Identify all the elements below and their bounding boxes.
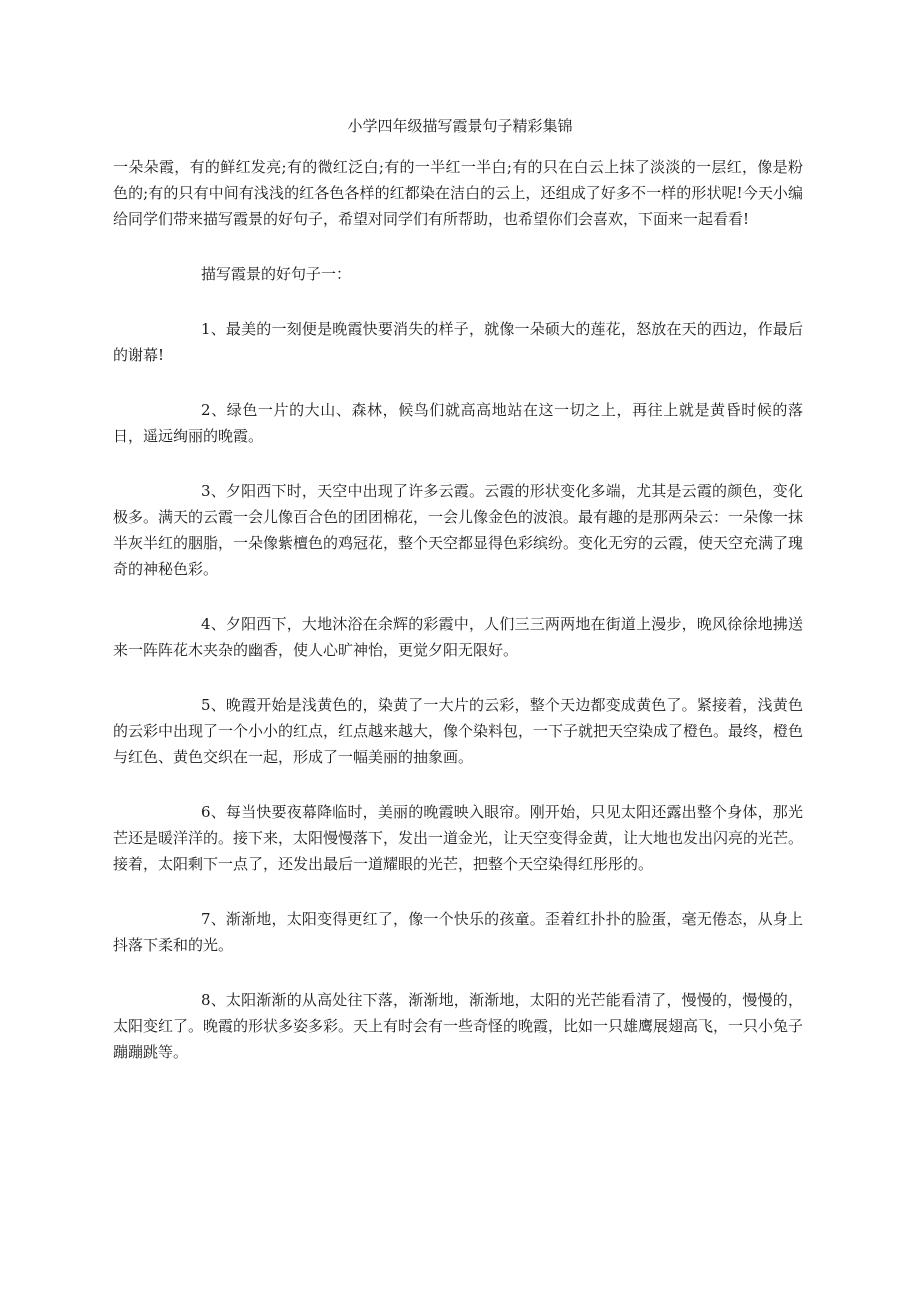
list-item: 2、绿色一片的大山、森林，候鸟们就高高地站在这一切之上，再往上就是黄昏时候的落日，遥远绚丽的晚霞。 xyxy=(113,401,803,445)
document-body xyxy=(113,154,803,1065)
list-item: 5、晚霞开始是浅黄色的，染黄了一大片的云彩，整个天边都变成黄色了。紧接着，浅黄色的云彩中出现了一个小小的红点，红点越来越大，像个染料包，一下子就把天空染成了橙色。最终，橙色与红色、黄色交织在一起，形成了一幅美丽的抽象画。 xyxy=(113,696,804,766)
list-item: 3、夕阳西下时，天空中出现了许多云霞。云霞的形状变化多端，尤其是云霞的颜色，变化极多。满天的云霞一会儿像百合色的团团棉花，一会儿像金色的波浪。最有趣的是那两朵云：一朵像一抹半灰半红的胭脂，一朵像紫檀色的鸡冠花，整个天空都显得色彩缤纷。变化无穷的云霞，使天空充满了瑰奇的神秘色彩。 xyxy=(113,482,804,578)
list-item: 8、太阳渐渐的从高处往下落，渐渐地，渐渐地，太阳的光芒能看清了，慢慢的，慢慢的，太阳变红了。晚霞的形状多姿多彩。天上有时会有一些奇怪的晚霞，比如一只雄鹰展翅高飞，一只小兔子蹦蹦跳等。 xyxy=(113,991,804,1061)
list-item: 6、每当快要夜幕降临时，美丽的晚霞映入眼帘。刚开始，只见太阳还露出整个身体，那光芒还是暖洋洋的。接下来，太阳慢慢落下，发出一道金光，让天空变得金黄，让大地也发出闪亮的光芒。接着，太阳剩下一点了，还发出最后一道耀眼的光芒，把整个天空染得红彤彤的。 xyxy=(113,803,804,873)
list-item: 7、渐渐地，太阳变得更红了，像一个快乐的孩童。歪着红扑扑的脸蛋，毫无倦态，从身上抖落下柔和的光。 xyxy=(113,910,803,954)
document-title: 小学四年级描写霞景句子精彩集锦 xyxy=(347,117,573,135)
list-item: 4、夕阳西下，大地沐浴在余辉的彩霞中，人们三三两两地在街道上漫步，晚风徐徐地拂送来一阵阵花木夹杂的幽香，使人心旷神怡，更觉夕阳无限好。 xyxy=(113,615,803,659)
list-item: 1、最美的一刻便是晚霞快要消失的样子，就像一朵硕大的莲花，怒放在天的西边，作最后的谢幕! xyxy=(113,320,803,364)
section-heading: 描写霞景的好句子一： xyxy=(201,265,352,283)
intro-paragraph: 一朵朵霞，有的鲜红发亮;有的微红泛白;有的一半红一半白;有的只在白云上抹了淡淡的一层红，像是粉色的;有的只有中间有浅浅的红各色各样的红都染在洁白的云上，还组成了好多不一样的形状呢!今天小编给同学们带来描写霞景的好句子，希望对同学们有所帮助，也希望你们会喜欢，下面来一起看看! xyxy=(113,158,803,228)
